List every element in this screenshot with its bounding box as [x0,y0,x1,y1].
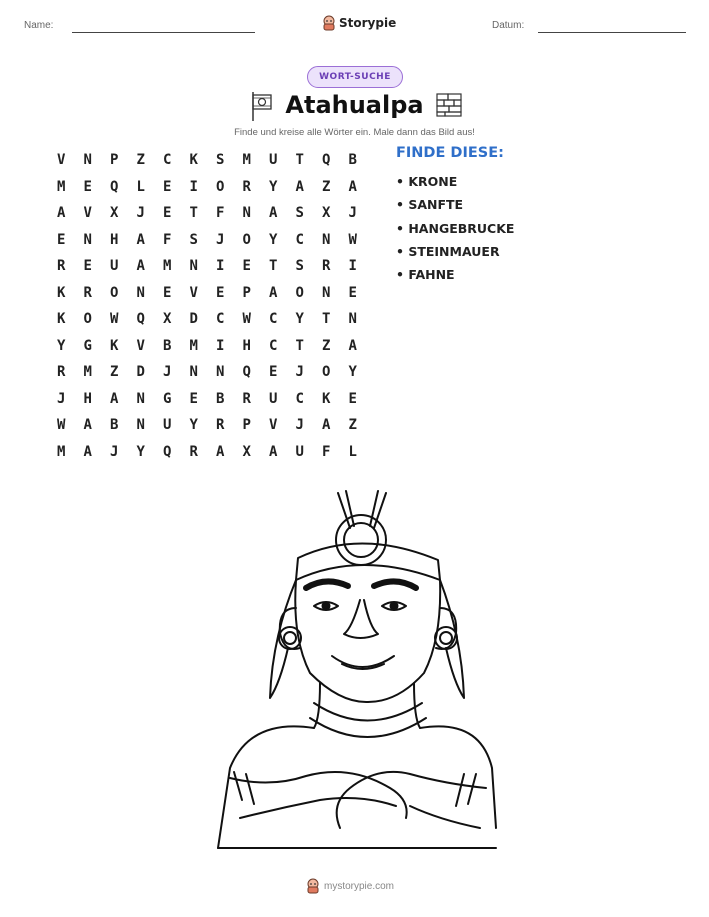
brand-name: Storypie [339,16,397,30]
grid-letter[interactable]: H [110,231,119,248]
grid-letter[interactable]: D [189,311,198,328]
atahualpa-coloring-illustration [210,488,500,856]
page-title: Atahualpa [285,91,424,119]
grid-letter[interactable]: A [216,443,225,460]
grid-row [48,306,366,333]
grid-letter[interactable]: I [216,337,225,354]
grid-letter[interactable]: U [269,152,278,169]
grid-letter[interactable]: B [216,390,225,407]
grid-letter[interactable]: R [57,258,66,275]
grid-letter[interactable]: E [163,284,172,301]
grid-letter[interactable]: V [189,284,198,301]
grid-letter[interactable]: A [348,337,357,354]
grid-letter[interactable]: Y [295,311,304,328]
name-label: Name: [24,20,54,31]
footer [306,878,394,894]
grid-letter[interactable]: A [269,205,278,222]
grid-letter[interactable]: Y [348,364,357,381]
grid-letter[interactable]: S [216,152,225,169]
grid-letter[interactable]: J [136,205,145,222]
letter-grid [48,147,366,465]
grid-letter[interactable]: K [322,390,331,407]
grid-letter[interactable]: S [189,231,198,248]
grid-letter[interactable]: M [242,152,251,169]
grid-letter[interactable]: E [163,178,172,195]
word-item: • KRONE [396,174,458,189]
grid-letter[interactable]: A [348,178,357,195]
grid-letter[interactable]: N [216,364,225,381]
date-label: Datum: [492,20,525,31]
grid-letter[interactable]: J [163,364,172,381]
grid-letter[interactable]: J [348,205,357,222]
grid-letter[interactable]: P [242,417,251,434]
storypie-mascot-icon [322,15,336,31]
grid-letter[interactable]: E [216,284,225,301]
grid-letter[interactable]: A [83,443,92,460]
grid-letter[interactable]: O [242,231,251,248]
grid-letter[interactable]: O [322,364,331,381]
grid-row [48,280,366,307]
grid-letter[interactable]: G [83,337,92,354]
grid-letter[interactable]: X [110,205,119,222]
grid-letter[interactable]: K [189,152,198,169]
grid-letter[interactable]: E [242,258,251,275]
grid-letter[interactable]: X [163,311,172,328]
grid-letter[interactable]: C [163,152,172,169]
grid-letter[interactable]: V [83,205,92,222]
word-search-badge: WORT-SUCHE [307,66,403,88]
grid-letter[interactable]: H [83,390,92,407]
grid-letter[interactable]: T [189,205,198,222]
grid-letter[interactable]: N [242,205,251,222]
word-list-title: FINDE DIESE: [396,145,504,161]
grid-letter[interactable]: U [295,443,304,460]
grid-letter[interactable]: C [216,311,225,328]
grid-letter[interactable]: E [348,284,357,301]
grid-letter[interactable]: M [163,258,172,275]
grid-letter[interactable]: H [242,337,251,354]
word-item: • SANFTE [396,197,464,213]
grid-letter[interactable]: S [295,205,304,222]
grid-letter[interactable]: L [136,178,145,195]
grid-letter[interactable]: K [57,311,66,328]
grid-letter[interactable]: A [269,443,278,460]
grid-letter[interactable]: I [348,258,357,275]
grid-letter[interactable]: C [269,337,278,354]
grid-letter[interactable]: S [295,258,304,275]
instructions: Finde und kreise alle Wörter ein. Male dann das Bild aus! [234,127,475,138]
grid-letter[interactable]: N [322,231,331,248]
grid-letter[interactable]: A [136,258,145,275]
grid-letter[interactable]: N [348,311,357,328]
grid-letter[interactable]: N [189,364,198,381]
grid-letter[interactable]: A [57,205,66,222]
grid-letter[interactable]: B [163,337,172,354]
grid-letter[interactable]: R [322,258,331,275]
grid-letter[interactable]: R [83,284,92,301]
stone-wall-icon [436,93,462,117]
grid-row [48,439,366,466]
grid-letter[interactable]: E [348,390,357,407]
grid-letter[interactable]: Y [136,443,145,460]
grid-letter[interactable]: X [322,205,331,222]
grid-letter[interactable]: Y [269,231,278,248]
grid-letter[interactable]: O [83,311,92,328]
grid-letter[interactable]: E [189,390,198,407]
grid-letter[interactable]: E [83,178,92,195]
grid-letter[interactable]: U [163,417,172,434]
grid-letter[interactable]: N [136,390,145,407]
grid-letter[interactable]: D [136,364,145,381]
word-item: • FAHNE [396,267,455,283]
grid-letter[interactable]: M [83,364,92,381]
grid-letter[interactable]: U [110,258,119,275]
grid-letter[interactable]: N [136,417,145,434]
grid-letter[interactable]: F [216,205,225,222]
grid-letter[interactable]: T [295,337,304,354]
grid-letter[interactable]: R [216,417,225,434]
grid-letter[interactable]: O [295,284,304,301]
word-item: • HANGEBRUCKE [396,220,515,236]
grid-letter[interactable]: F [322,443,331,460]
grid-letter[interactable]: O [110,284,119,301]
grid-row [48,227,366,254]
grid-row [48,147,366,174]
grid-row [48,386,366,413]
grid-letter[interactable]: A [322,417,331,434]
grid-letter[interactable]: M [57,443,66,460]
grid-letter[interactable]: J [295,364,304,381]
grid-row [48,333,366,360]
grid-letter[interactable]: N [83,231,92,248]
grid-letter[interactable]: Q [163,443,172,460]
grid-letter[interactable]: T [322,311,331,328]
grid-letter[interactable]: E [163,205,172,222]
grid-letter[interactable]: N [322,284,331,301]
grid-letter[interactable]: Z [348,417,357,434]
storypie-mascot-icon [306,878,320,894]
grid-letter[interactable]: Z [322,337,331,354]
grid-letter[interactable]: J [295,417,304,434]
grid-letter[interactable]: C [295,390,304,407]
grid-letter[interactable]: U [269,390,278,407]
name-line[interactable] [72,32,255,33]
grid-letter[interactable]: J [216,231,225,248]
grid-letter[interactable]: V [269,417,278,434]
grid-letter[interactable]: T [269,258,278,275]
grid-letter[interactable]: Y [269,178,278,195]
grid-letter[interactable]: Z [110,364,119,381]
grid-letter[interactable]: V [57,152,66,169]
grid-row [48,200,366,227]
grid-letter[interactable]: E [83,258,92,275]
grid-letter[interactable]: P [110,152,119,169]
grid-letter[interactable]: I [216,258,225,275]
grid-letter[interactable]: R [242,178,251,195]
grid-letter[interactable]: Q [242,364,251,381]
grid-row [48,359,366,386]
grid-letter[interactable]: A [295,178,304,195]
grid-letter[interactable]: X [242,443,251,460]
grid-letter[interactable]: Q [322,152,331,169]
grid-letter[interactable]: P [242,284,251,301]
grid-letter[interactable]: R [242,390,251,407]
grid-letter[interactable]: A [136,231,145,248]
grid-letter[interactable]: W [348,231,357,248]
grid-letter[interactable]: R [57,364,66,381]
grid-letter[interactable]: C [269,311,278,328]
grid-letter[interactable]: L [348,443,357,460]
grid-letter[interactable]: T [295,152,304,169]
grid-letter[interactable]: B [110,417,119,434]
grid-letter[interactable]: I [189,178,198,195]
grid-letter[interactable]: Z [322,178,331,195]
footer-url[interactable]: mystorypie.com [324,880,395,892]
grid-letter[interactable]: A [269,284,278,301]
grid-letter[interactable]: J [110,443,119,460]
brand-logo [322,12,396,34]
grid-letter[interactable]: E [57,231,66,248]
grid-letter[interactable]: Y [189,417,198,434]
grid-row [48,412,366,439]
grid-letter[interactable]: M [57,178,66,195]
grid-letter[interactable]: A [110,390,119,407]
grid-letter[interactable]: A [83,417,92,434]
grid-letter[interactable]: E [269,364,278,381]
grid-row [48,253,366,280]
grid-letter[interactable]: W [110,311,119,328]
grid-letter[interactable]: G [163,390,172,407]
grid-letter[interactable]: Z [136,152,145,169]
grid-letter[interactable]: W [57,417,66,434]
grid-letter[interactable]: F [163,231,172,248]
word-list [396,170,514,286]
date-line[interactable] [538,32,686,33]
grid-row [48,174,366,201]
grid-letter[interactable]: Q [136,311,145,328]
grid-letter[interactable]: C [295,231,304,248]
grid-letter[interactable]: N [136,284,145,301]
grid-letter[interactable]: Q [110,178,119,195]
grid-letter[interactable]: B [348,152,357,169]
grid-letter[interactable]: W [242,311,251,328]
grid-letter[interactable]: K [110,337,119,354]
grid-letter[interactable]: N [189,258,198,275]
grid-letter[interactable]: V [136,337,145,354]
grid-letter[interactable]: M [189,337,198,354]
grid-letter[interactable]: R [189,443,198,460]
grid-letter[interactable]: O [216,178,225,195]
word-item: • STEINMAUER [396,243,500,259]
grid-letter[interactable]: Y [57,337,66,354]
grid-letter[interactable]: J [57,390,66,407]
grid-letter[interactable]: K [57,284,66,301]
grid-letter[interactable]: N [83,152,92,169]
